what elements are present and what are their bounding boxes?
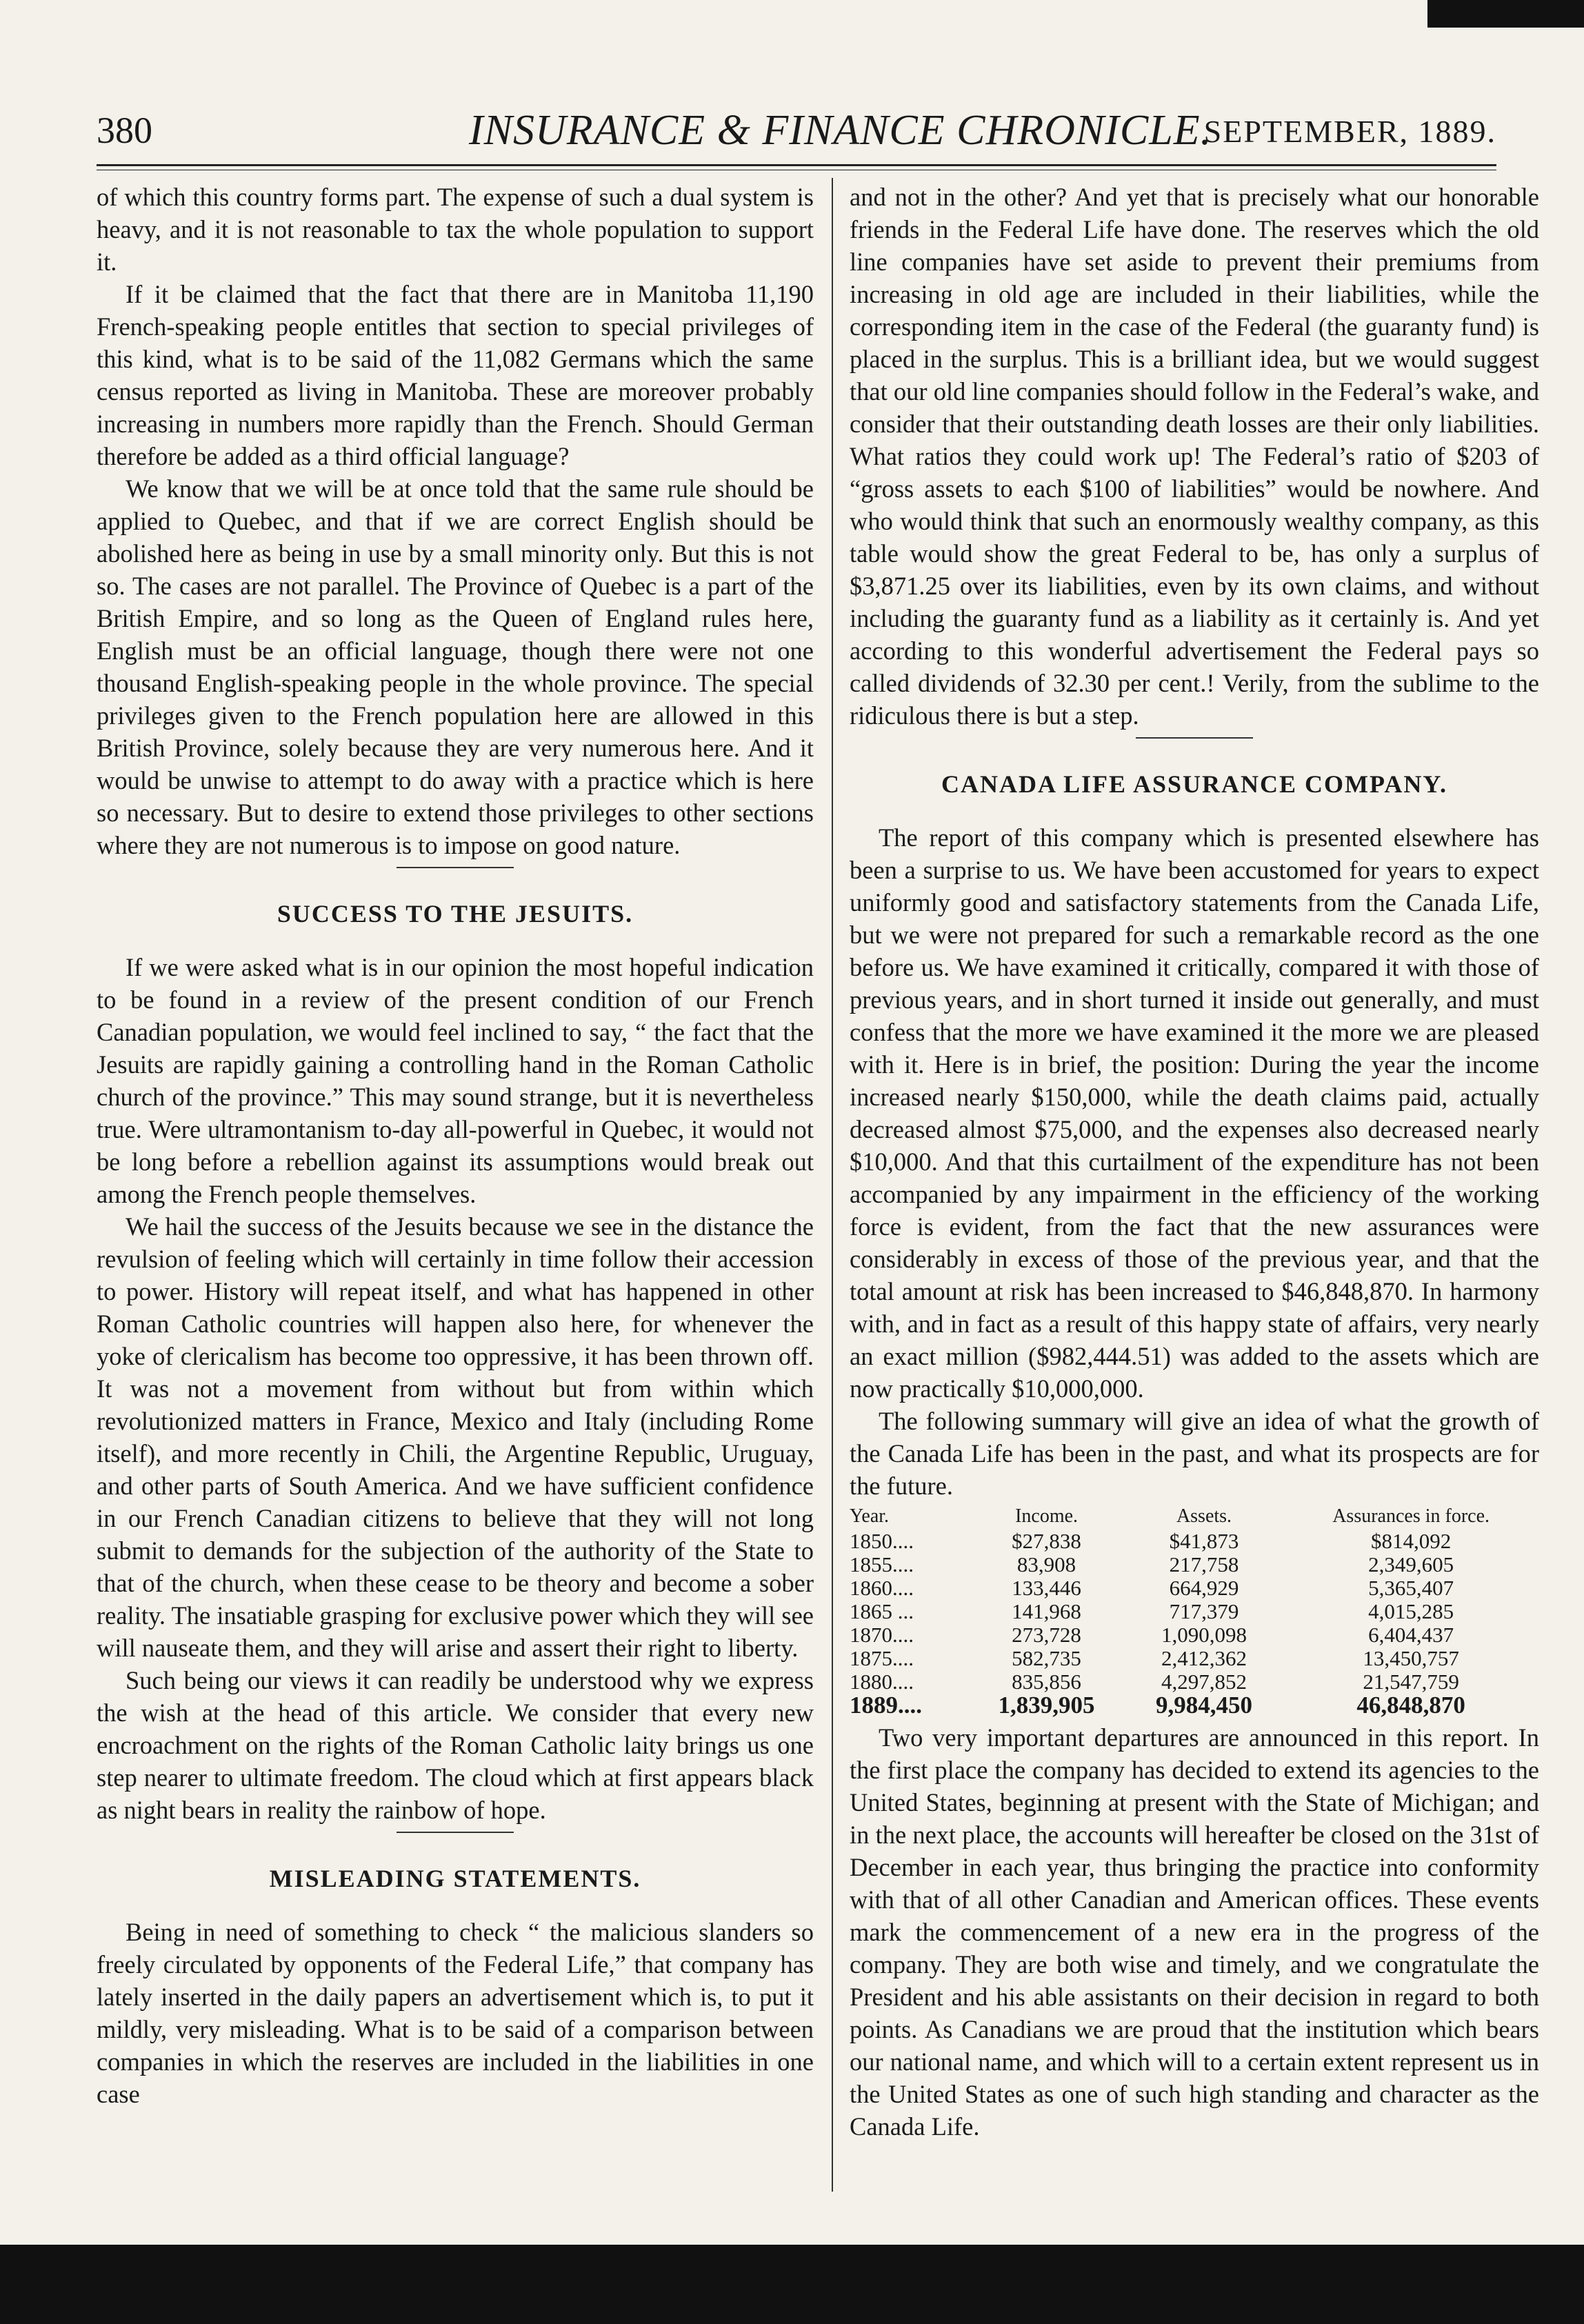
paragraph: The report of this company which is presented elsewhere has been a surprise to us. We have been accustomed for years to expect uniformly good and satisfactory statements from the Canada Life, but we were not prepared for such a remarkable record as the one before us. We have examined it critically, compared it with those of previous years, and in short turned it inside out generally, and must confess that the more we have examined it the more we are pleased with it. Here is in brief, the position: During the year the income increased nearly $150,000, while the death claims paid, actually decreased almost $75,000, and the expenses also decreased nearly $10,000. And that this curtailment of the expenditure has not been accompanied by any impairment in the efficiency of the working force is evident, from the fact that the new assurances were considerably in excess of those of the previous year, and that the total amount at risk has been increased to $46,848,870. In harmony with, and in fact as a result of this happy state of affairs, very nearly an exact million ($982,444.51) was added to the assets which are now practically $10,000,000.: [850, 823, 1539, 1403]
paragraph: We hail the success of the Jesuits because we see in the distance the revulsion of feeling which will certainly in time follow their accession to power. History will repeat itself, and what has happened in other Roman Catholic countries will happen also here, for whenever the yoke of clericalism has become too oppressive, it has been thrown off. It was not a movement from without but from within which revolutionized matters in France, Mexico and Italy (including Rome itself), and more recently in Chili, the Argentine Republic, Uruguay, and other parts of South America. And we have sufficient confidence in our French Canadian citizens to believe that they will not long submit to demands for the subjection of the authority of the State to that of the church, when these cease to be theory and become a sober reality. The insatiable grasping for exclusive power which they will see will nauseate them, and they will arise and assert their right to liberty.: [97, 1212, 814, 1662]
cell-income: 1,839,905: [998, 1692, 1095, 1719]
cell-assurances: 21,547,759: [1363, 1670, 1459, 1694]
cell-assets: 1,090,098: [1161, 1623, 1247, 1647]
top-edge-bar: [1427, 0, 1584, 28]
cell-assets: 2,412,362: [1161, 1646, 1247, 1670]
growth-summary-table: [850, 1505, 1539, 1717]
cell-assurances: 6,404,437: [1368, 1623, 1454, 1647]
table-row: [850, 1647, 1539, 1670]
cell-assets: 9,984,450: [1156, 1692, 1252, 1719]
issue-date: SEPTEMBER, 1889.: [1203, 114, 1496, 149]
cell-assurances: $814,092: [1370, 1529, 1452, 1553]
section-rule: [397, 867, 514, 868]
page-number: 380: [97, 110, 152, 151]
table-row: [850, 1623, 1539, 1647]
cell-assets: 4,297,852: [1161, 1670, 1247, 1694]
heading-success-to-the-jesuits: SUCCESS TO THE JESUITS.: [277, 900, 634, 928]
column-header-assets: Assets.: [1176, 1505, 1232, 1527]
cell-year: 1865 ...: [850, 1599, 914, 1623]
cell-year: 1875....: [850, 1646, 914, 1670]
cell-assurances: 13,450,757: [1363, 1646, 1459, 1670]
cell-year: 1850....: [850, 1529, 914, 1553]
publication-title: INSURANCE & FINANCE CHRONICLE.: [469, 107, 1212, 154]
paragraph: We know that we will be at once told that the same rule should be applied to Quebec, and that if we are correct English should be abolished here as being in use by a small minority only. But this is not so. The cases are not parallel. The Province of Quebec is a part of the British Empire, and so long as the Queen of England rules here, English must be an official language, though there were not one thousand English-speaking people in the whole province. The special privileges given to the French population here are allowed in this British Province, solely because they are very numerous here. And it would be unwise to attempt to do away with a practice which is here so necessary. But to desire to extend those privileges to other sections where they are not numerous is to impose on good nature.: [97, 474, 814, 859]
cell-year: 1870....: [850, 1623, 914, 1647]
cell-assets: $41,873: [1169, 1529, 1239, 1553]
bottom-edge-bar: [0, 2245, 1584, 2324]
paragraph: Such being our views it can readily be understood why we express the wish at the head of this article. We consider that every new encroachment on the rights of the Roman Catholic laity brings us one step nearer to ultimate freedom. The cloud which at first appears black as night bears in reality the rainbow of hope.: [97, 1666, 814, 1824]
cell-income: 582,735: [1012, 1646, 1081, 1670]
table-header-row: [850, 1505, 1539, 1530]
cell-assurances: 4,015,285: [1368, 1599, 1454, 1623]
cell-year: 1860....: [850, 1576, 914, 1600]
column-header-income: Income.: [1015, 1505, 1079, 1527]
cell-assets: 717,379: [1169, 1599, 1239, 1623]
paragraph: If we were asked what is in our opinion the most hopeful indication to be found in a review of the present condition of our French Canadian population, we would feel inclined to say, “ the fact that the Jesuits are rapidly gaining a controlling hand in the Roman Catholic church of the province.” This may sound strange, but it is nevertheless true. Were ultramontanism to-day all-powerful in Quebec, it would not be long before a rebellion against its assumptions would break out among the French people themselves.: [97, 953, 814, 1208]
cell-income: 273,728: [1012, 1623, 1081, 1647]
heading-misleading-statements: MISLEADING STATEMENTS.: [269, 1865, 641, 1892]
cell-income: 83,908: [1016, 1552, 1076, 1576]
cell-assets: 664,929: [1169, 1576, 1239, 1600]
cell-income: 133,446: [1012, 1576, 1081, 1600]
table-row: [850, 1530, 1539, 1553]
section-rule: [1136, 737, 1253, 739]
right-column: [850, 181, 1539, 2143]
cell-income: $27,838: [1012, 1529, 1081, 1553]
table-row: [850, 1694, 1539, 1717]
column-header-year: Year.: [850, 1505, 890, 1527]
left-column: [97, 181, 814, 2110]
page-header: [97, 103, 1496, 159]
cell-year: 1855....: [850, 1552, 914, 1576]
table-row: [850, 1670, 1539, 1694]
heading-canada-life-assurance-company: CANADA LIFE ASSURANCE COMPANY.: [941, 770, 1448, 798]
paragraph: The following summary will give an idea of what the growth of the Canada Life has been in the past, and what its prospects are for the future.: [850, 1407, 1539, 1500]
paragraph: and not in the other? And yet that is precisely what our honorable friends in the Federal Life have done. The reserves which the old line companies have set aside to prevent their premiums from increasing in old age are included in their liabilities, while the corresponding item in the case of the Federal (the guaranty fund) is placed in the surplus. This is a brilliant idea, but we would suggest that our old line companies should follow in the Federal’s wake, and consider that their outstanding death losses are their only liabilities. What ratios they could work up! The Federal’s ratio of $203 of “gross assets to each $100 of liabilities” would be nowhere. And who would think that such an enormously wealthy company, as this table would show the great Federal to be, has only a surplus of $3,871.25 over its liabilities, even by its own claims, and without including the guaranty fund as a liability as it certainly is. And yet according to this wonderful advertisement the Federal pays so called dividends of 32.30 per cent.! Verily, from the sublime to the ridiculous there is but a step.: [850, 183, 1539, 730]
cell-assurances: 5,365,407: [1368, 1576, 1454, 1600]
paragraph: Two very important departures are announced in this report. In the first place the company has decided to extend its agencies to the United States, beginning at present with the State of Michigan; and in the next place, the accounts will hereafter be closed on the 31st of December in each year, thus bringing the practice into conformity with that of all other Canadian and American offices. These events mark the commencement of a new era in the progress of the company. They are both wise and timely, and we congratulate the President and his able assistants on their decision in regard to both points. As Canadians we are proud that the institution which bears our national name, and which will to a certain extent represent us in the United States as one of such high standing and character as the Canada Life.: [850, 1723, 1539, 2141]
paragraph: of which this country forms part. The expense of such a dual system is heavy, and it is not reasonable to tax the whole population to support it.: [97, 183, 814, 276]
table-row: [850, 1576, 1539, 1600]
section-rule: [397, 1832, 514, 1833]
cell-income: 835,856: [1012, 1670, 1081, 1694]
table-row: [850, 1553, 1539, 1576]
cell-year: 1889....: [850, 1692, 922, 1719]
cell-assurances: 46,848,870: [1356, 1692, 1465, 1719]
header-rule: [97, 164, 1496, 166]
paragraph: Being in need of something to check “ the malicious slanders so freely circulated by opponents of the Federal Life,” that company has lately inserted in the daily papers an advertisement which is, to put it mildly, very misleading. What is to be said of a comparison between companies in which the reserves are included in the liabilities in one case: [97, 1918, 814, 2108]
table-row: [850, 1600, 1539, 1623]
column-header-assurances: Assurances in force.: [1332, 1505, 1490, 1527]
cell-year: 1880....: [850, 1670, 914, 1694]
cell-assets: 217,758: [1169, 1552, 1239, 1576]
column-divider: [832, 178, 833, 2192]
cell-assurances: 2,349,605: [1368, 1552, 1454, 1576]
paragraph: If it be claimed that the fact that there are in Manitoba 11,190 French-speaking people entitles that section to special privileges of this kind, what is to be said of the 11,082 Germans which the same census reported as living in Manitoba. These are moreover probably increasing in numbers more rapidly than the French. Should German therefore be added as a third official language?: [97, 280, 814, 470]
cell-income: 141,968: [1012, 1599, 1081, 1623]
